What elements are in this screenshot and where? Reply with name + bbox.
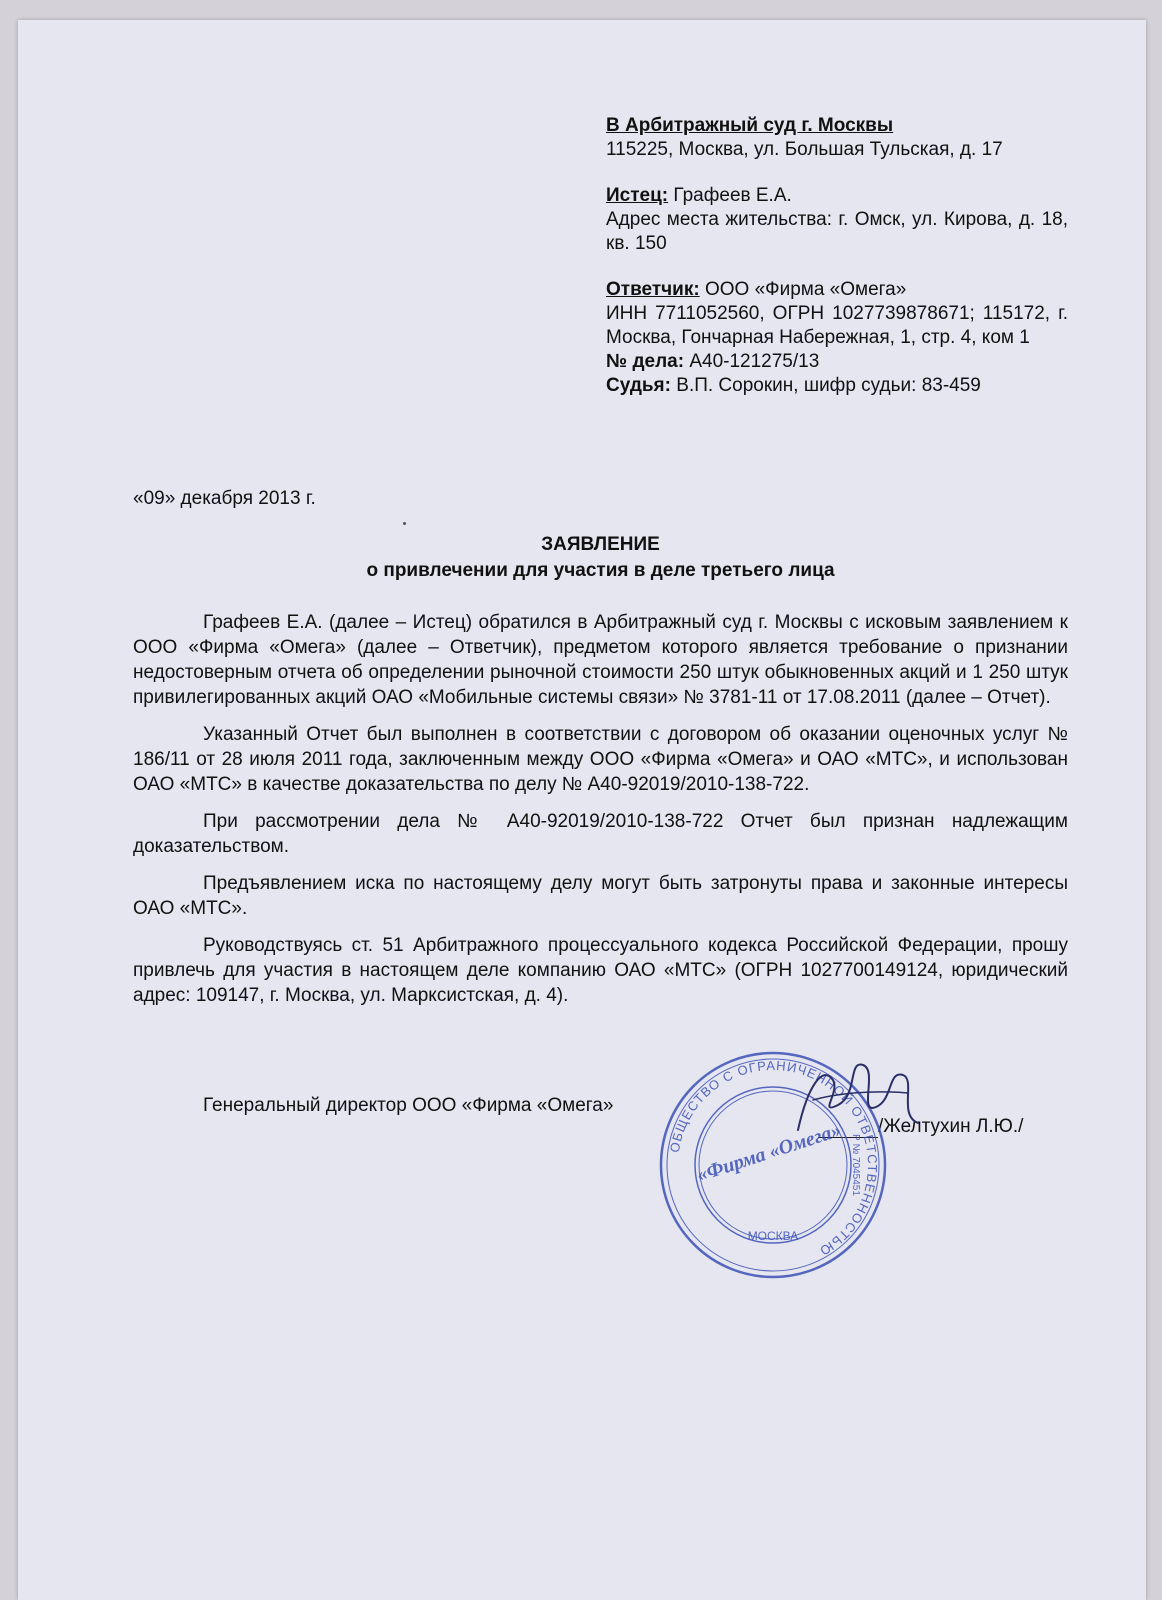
plaintiff-line: Истец: Графеев Е.А. [606,185,792,206]
signatory-title: Генеральный директор ООО «Фирма «Омега» [203,1095,614,1116]
document-date: «09» декабря 2013 г. [133,488,316,509]
paragraph: При рассмотрении дела № А40-92019/2010-138-722 Отчет был признан надлежащим доказательством. [133,811,1068,857]
defendant-line: Ответчик: ООО «Фирма «Омега» [606,279,907,300]
judge-line: Судья: В.П. Сорокин, шифр судьи: 83-459 [606,375,981,396]
seal-city-text: МОСКВА [747,1229,799,1243]
case-number-line: № дела: А40-121275/13 [606,351,820,372]
document-title [133,532,1068,584]
seal-reg-number: Р № 7045451 [850,1134,861,1196]
paragraph: Предъявлением иска по настоящему делу могут быть затронуты права и законные интересы ОАО «МТС». [133,873,1068,919]
document-page [18,20,1146,1600]
paragraph: Графеев Е.А. (далее – Истец) обратился в Арбитражный суд г. Москвы с исковым заявлением к ООО «Фирма «Омега» (далее – Ответчик), предметом которого является требование о признании недостоверным отчета об определении рыночной стоимости 250 штук обыкновенных акций и 1 250 штук привилегированных акций ОАО «Мобильные системы связи» № 3781-11 от 17.08.2011 (далее – Отчет). [133,612,1068,708]
document-body [133,610,1068,1020]
seal-center-text: «Фирма «Омега» [694,1118,844,1187]
addressee-block [606,114,1068,398]
paragraph: Указанный Отчет был выполнен в соответствии с договором об оказании оценочных услуг № 186/11 от 28 июля 2011 года, заключенным между ООО «Фирма «Омега» и ОАО «МТС», и использован ОАО «МТС» в качестве доказательства по делу № А40-92019/2010-138-722. [133,724,1068,795]
seal-ring-text: ОБЩЕСТВО С ОГРАНИЧЕННОЙ ОТВЕТСТВЕННОСТЬЮ [666,1057,881,1259]
plaintiff-address: Адрес места жительства: г. Омск, ул. Кирова, д. 18, кв. 150 [606,209,1068,254]
paragraph: Руководствуясь ст. 51 Арбитражного процессуального кодекса Российской Федерации, прошу привлечь для участия в настоящем деле компанию ОАО «МТС» (ОГРН 1027700149124, юридический адрес: 109147, г. Москва, ул. Марксистская, д. 4). [133,935,1068,1006]
defendant-details: ИНН 7711052560, ОГРН 1027739878671; 115172, г. Москва, Гончарная Набережная, 1, стр. 4, ком 1 [606,303,1068,348]
handwritten-signature [778,1045,928,1155]
court-address: 115225, Москва, ул. Большая Тульская, д. 17 [606,139,1003,160]
court-line: В Арбитражный суд г. Москвы [606,115,894,136]
signatory-name: /Желтухин Л.Ю./ [878,1116,1024,1137]
title-main: ЗАЯВЛЕНИЕ [541,534,660,555]
paper-speck [403,522,406,525]
title-sub: о привлечении для участия в деле третьего лица [366,560,835,581]
